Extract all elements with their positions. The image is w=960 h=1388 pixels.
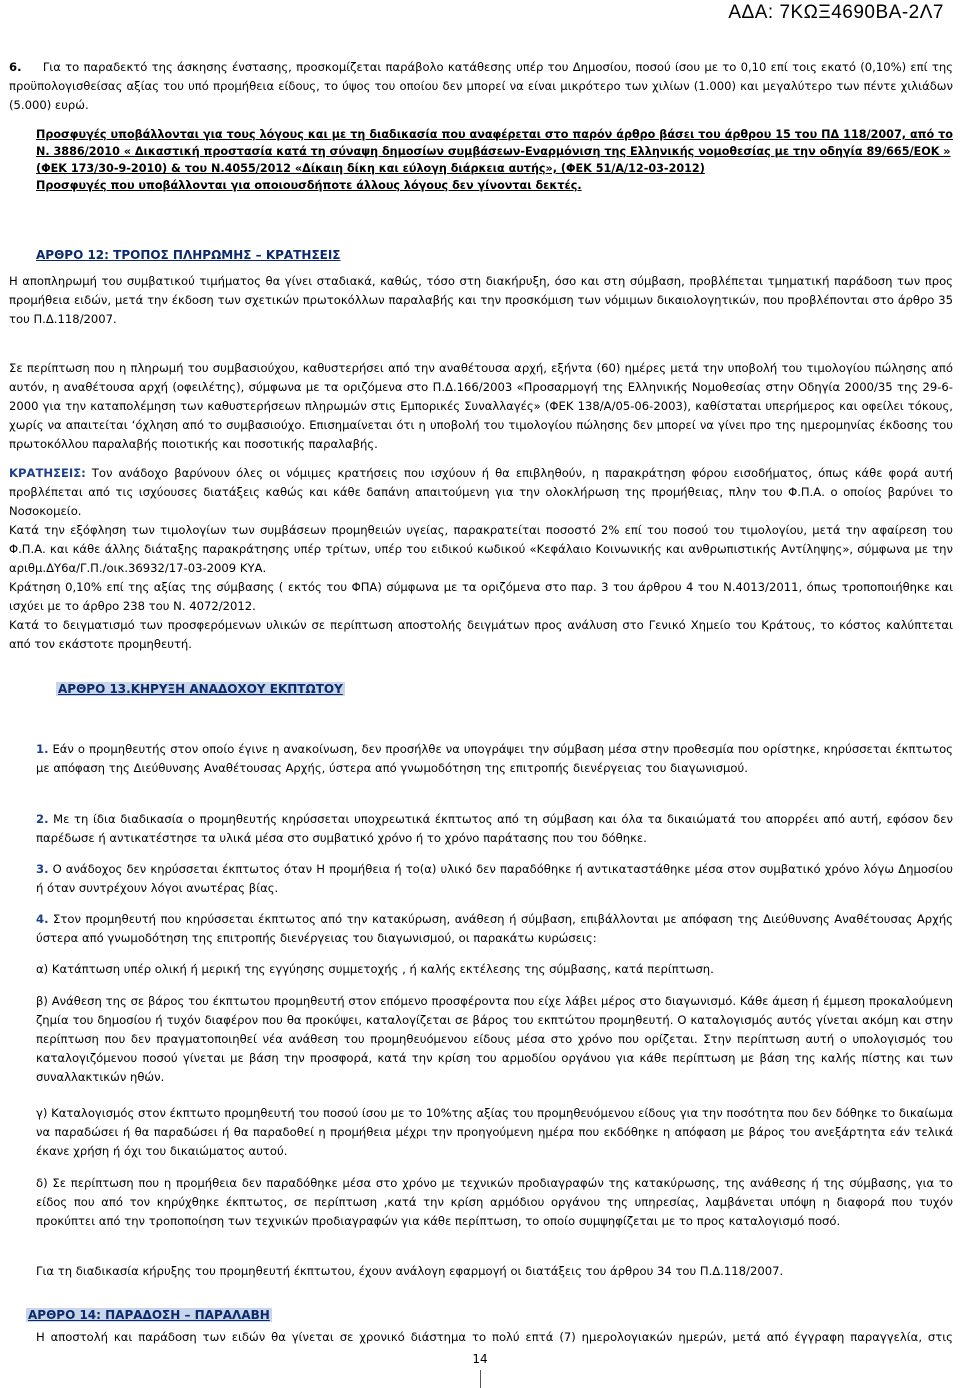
article-12-p1: Η αποπληρωμή του συμβατικού τιμήματος θα γίνει σταδιακά, καθώς, τόσο στη διακήρυξη, όσο και στη σύμβαση, προβλέπεται τμηματική παράδοση των προς προμήθεια ειδών, μετά την έκδοση των σχετικών πρωτοκόλλων παραλαβής και την προσκόμιση των νόμιμων δικαιολογητικών, που προβλέπονται στο άρθρο 35 του Π.Δ.118/2007. [9,274,953,326]
article-12-p2: Σε περίπτωση που η πληρωμή του συμβασιούχου, καθυστερήσει από την αναθέτουσα αρχή, εξήντα (60) ημέρες μετά την υποβολή του τιμολογίου πώλησης από αυτόν, η αναθέτουσα αρχή (οφειλέτης), σύμφωνα με τα οριζόμενα στο Π.Δ.166/2003 «Προσαρμογή της Ελληνικής Νομοθεσίας στην Οδηγία 2000/35 της 29-6-2000 για την καταπολέμηση των καθυστερήσεων πληρωμών στις Εμπορικές Συναλλαγές» (ΦΕΚ 138/Α/05-06-2003), καθίσταται υπερήμερος και οφείλει τόκους, χωρίς να απαιτείται ‘όχληση από το συμβασιούχο. Επισημαίνεται ότι η υποβολή του τιμολογίου πώλησης δεν μπορεί να γίνει προ της ημερομηνίας έκδοσης του πρωτοκόλλου παραλαβής ποιοτικής και ποσοτικής παραλαβής. [9,361,953,451]
kratiseis-text: Τον ανάδοχο βαρύνουν όλες οι νόμιμες κρατήσεις που ισχύουν ή θα επιβληθούν, η παρακράτηση φόρου εισοδήματος, όπως κάθε φορά αυτή προβλέπεται από τις ισχύουσες διατάξεις καθώς και κάθε δαπάνη απαιτούμενη για την ολοκλήρωση της προμήθειας, πλην του Φ.Π.Α. ο οποίος βαρύνει το Νοσοκομείο. [9,466,953,518]
article-12-p6: Κατά το δειγματισμό των προσφερόμενων υλικών σε περίπτωση αποστολής δειγμάτων προς ανάλυση στο Γενικό Χημείο του Κράτους, το κόστος καλύπτεται από τον εκάστοτε προμηθευτή. [9,618,953,651]
appeals-line-1: Προσφυγές υποβάλλονται για τους λόγους και με τη διαδικασία που αναφέρεται στο παρόν άρθρο βάσει του άρθρου 15 του ΠΔ 118/2007, από το Ν. 3886/2010 « Δικαστική προστασία κατά τη σύναψη δημοσίων συμβάσεων-Εναρμόνιση της Ελληνικής νομοθεσίας με την οδηγία 89/665/ΕΟΚ » [36,128,953,158]
article-13-sub-b: β) Ανάθεση της σε βάρος του έκπτωτου προμηθευτή στον επόμενο προσφέροντα που είχε λάβει μέρος στο διαγωνισμό. Κάθε άμεση ή έμμεση προκαλούμενη ζημία του δημοσίου ή τυχόν διαφέρον που θα προκύψει, καταλογίζεται σε βάρος του εκπτώτου προμηθευτή. Ο καταλογισμός αυτός γίνεται ακόμη και στην περίπτωση που δεν πραγματοποιηθεί νέα ανάθεση του προμηθευόμενου είδους μέσα στο χρόνο που ορίζεται. Στην περίπτωση αυτή ο υπολογισμός του καταλογιζόμενου ποσού γίνεται με βάση την προσφορά, κατά την κρίση του αρμοδίου οργάνου για κάθε περίπτωση με βάση της καλής πίστης και των συναλλακτικών ηθών. [36,994,953,1084]
section-6-paragraph [9,58,953,115]
article-13-item-3: 3. Ο ανάδοχος δεν κηρύσσεται έκπτωτος όταν Η προμήθεια ή το(α) υλικό δεν παραδόθηκε ή αντικαταστάθηκε μέσα στον συμβατικό χρόνο λόγω Δημοσίου ή όταν συντρέχουν λόγοι ανωτέρας βίας. [36,862,953,895]
article-13-item-2: 2. Με τη ίδια διαδικασία ο προμηθευτής κηρύσσεται υποχρεωτικά έκπτωτος από τη σύμβαση και όλα τα δικαιώματά του απορρέει από αυτή, εφόσον δεν παρέδωσε ή αντικατέστησε τα υλικά μέσα στο συμβατικό χρόνο ή το χρόνο παράτασης που του δόθηκε. [36,812,953,845]
article-12-kratiseis [9,464,953,521]
kratiseis-label: ΚΡΑΤΗΣΕΙΣ: [9,466,86,480]
article-13-sub-d: δ) Σε περίπτωση που η προμήθεια δεν παραδόθηκε μέσα στο χρόνο με τεχνικών προδιαγραφών της κατακύρωσης, της ανάθεσης ή της σύμβασης, για το είδος που από τον κηρύχθηκε έκπτωτος, σε περίπτωση ,κατά την κρίση αρμόδιου οργάνου της υπηρεσίας, λαμβάνεται υπόψη η διαφορά που τυχόν προκύπτει από την τροποποίηση των τεχνικών προδιαγραφών για κάθε περίπτωση, το οποίο συμψηφίζεται με το προς καταλογισμό ποσό. [36,1176,953,1228]
article-14-p1: Η αποστολή και παράδοση των ειδών θα γίνεται σε χρονικό διάστημα το πολύ επτά (7) ημερολογιακών ημερών, μετά από έγγραφη παραγγελία, στις [36,1330,953,1344]
section-6-text: Για το παραδεκτό της άσκησης ένστασης, προσκομίζεται παράβολο κατάθεσης υπέρ του Δημοσίου, ποσού ίσου με το 0,10 επί τοις εκατό (0,10%) επί της προϋπολογισθείσας αξίας του υπό προμήθεια είδους, το ύψος του οποίου δεν μπορεί να είναι μικρότερο των χιλίων (1.000) και μεγαλύτερο των πέντε χιλιάδων (5.000) ευρώ. [9,60,953,112]
footer-divider [480,1370,481,1388]
page-number: 14 [472,1352,488,1366]
article-13-closing: Για τη διαδικασία κήρυξης του προμηθευτή έκπτωτου, έχουν ανάλογη εφαρμογή οι διατάξεις του άρθρου 34 του Π.Δ.118/2007. [36,1264,784,1278]
article-12-p4: Κατά την εξόφληση των τιμολογίων των συμβάσεων προμηθειών υγείας, παρακρατείται ποσοστό 2% επί του ποσού του τιμολογίου, μετά την αφαίρεση του Φ.Π.Α. και κάθε άλλης διάταξης παρακράτησης υπέρ τρίτων, υπέρ του ειδικού κωδικού «Κεφάλαιο Κοινωνικής και ανθρωπιστικής Αντίληψης», σύμφωνα με την αριθμ.ΔΥ6α/Γ.Π./οικ.36932/17-03-2009 ΚΥΑ. [9,523,953,575]
article-13-item-1: 1. Εάν ο προμηθευτής στον οποίο έγινε η ανακοίνωση, δεν προσήλθε να υπογράψει την σύμβαση μέσα στην προθεσμία που ορίστηκε, κηρύσσεται έκπτωτος με απόφαση της Διεύθυνσης Αναθέτουσας Αρχής, ύστερα από γνωμοδότηση της επιτροπής διενέργειας του διαγωνισμού. [36,742,953,775]
article-12-p5: Κράτηση 0,10% επί της αξίας της σύμβασης ( εκτός του ΦΠΑ) σύμφωνα με τα οριζόμενα στο παρ. 3 του άρθρου 4 του Ν.4013/2011, όπως τροποποιήθηκε και ισχύει με το άρθρο 238 του Ν. 4072/2012. [9,580,953,613]
appeals-line-2: (ΦΕΚ 173/30-9-2010) & του Ν.4055/2012 «Δίκαιη δίκη και εύλογη διάρκεια αυτής», (ΦΕΚ 51/Α/12-03-2012) [36,162,705,175]
article-13-item-4: 4. Στον προμηθευτή που κηρύσσεται έκπτωτος από την κατακύρωση, ανάθεση ή σύμβαση, επιβάλλονται με απόφαση της Διεύθυνσης Αναθέτουσας Αρχής ύστερα από γνωμοδότηση της επιτροπής διενέργειας του διαγωνισμού, οι παρακάτω κυρώσεις: [36,912,953,945]
section-6-number: 6. [9,60,22,74]
article-14-title: ΑΡΘΡΟ 14: ΠΑΡΑΔΟΣΗ – ΠΑΡΑΛΑΒΗ [28,1308,270,1322]
article-13-sub-c: γ) Καταλογισμός στον έκπτωτο προμηθευτή του ποσού ίσου με το 10%της αξίας του προμηθευόμενου είδους για την ποσότητα που δεν δόθηκε το δικαίωμα να παραδώσει ή θα παραδώσει ή θα παραδοθεί η προμήθεια μέχρι την προηγούμενη ημέρα που εκδόθηκε η απόφαση με βάρος του ανεξάρτητα εάν τελικά έκανε χρήση ή όχι του δικαιώματος αυτού. [36,1106,953,1158]
article-12-title: ΑΡΘΡΟ 12: ΤΡΟΠΟΣ ΠΛΗΡΩΜΗΣ – ΚΡΑΤΗΣΕΙΣ [36,248,341,262]
article-13-sub-a: α) Κατάπτωση υπέρ ολική ή μερική της εγγύησης συμμετοχής , ή καλής εκτέλεσης της σύμβασης, κατά περίπτωση. [36,962,714,976]
article-13-title: ΑΡΘΡΟ 13.ΚΗΡΥΞΗ ΑΝΑΔΟΧΟΥ ΕΚΠΤΩΤΟΥ [58,682,343,696]
appeals-line-3: Προσφυγές που υποβάλλονται για οποιουσδήποτε άλλους λόγους δεν γίνονται δεκτές. [36,179,582,192]
ada-code: ΑΔΑ: 7ΚΩΞ4690ΒΑ-2Λ7 [728,2,944,23]
appeals-block [36,126,953,194]
